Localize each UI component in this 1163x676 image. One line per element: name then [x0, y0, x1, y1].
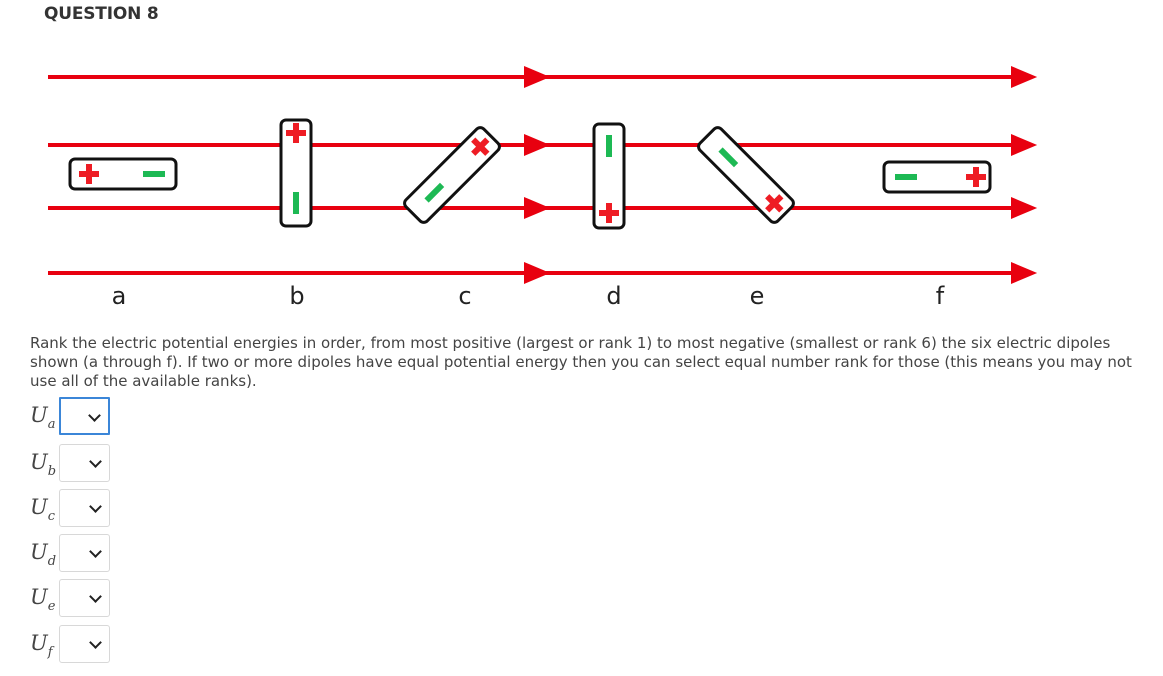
- chevron-down-icon: [89, 500, 102, 513]
- rank-label-e: [30, 585, 55, 614]
- chevron-down-icon: [88, 409, 101, 422]
- dipole-label-d: d: [606, 282, 622, 310]
- energy-subscript: f: [47, 645, 53, 660]
- rank-select-e[interactable]: [59, 579, 110, 617]
- dipole-label-b: b: [289, 282, 305, 310]
- dipole-label-c: c: [458, 282, 472, 310]
- energy-subscript: d: [47, 554, 57, 569]
- energy-symbol: U: [30, 540, 48, 564]
- rank-label-a: [30, 403, 55, 432]
- rank-row-b: [28, 444, 128, 484]
- energy-subscript: a: [47, 417, 56, 432]
- rank-select-f[interactable]: [59, 625, 110, 663]
- energy-subscript: e: [47, 599, 56, 614]
- negative-charge: [143, 171, 165, 177]
- question-title: QUESTION 8: [44, 4, 159, 24]
- field-line: [48, 137, 1032, 153]
- rank-row-d: [28, 534, 128, 574]
- chevron-down-icon: [89, 636, 102, 649]
- dipole-f: [884, 162, 990, 192]
- energy-symbol: U: [30, 450, 48, 474]
- rank-row-a: [28, 397, 128, 437]
- rank-label-d: [30, 540, 56, 569]
- energy-subscript: b: [47, 464, 57, 479]
- rank-label-f: [30, 631, 53, 660]
- energy-symbol: U: [30, 585, 48, 609]
- dipole-a: [70, 159, 176, 189]
- chevron-down-icon: [89, 545, 102, 558]
- dipole-label-e: e: [749, 282, 765, 310]
- field-line: [48, 200, 1032, 216]
- dipole-label-f: f: [935, 282, 945, 310]
- rank-select-b[interactable]: [59, 444, 110, 482]
- chevron-down-icon: [89, 455, 102, 468]
- energy-symbol: U: [30, 403, 48, 427]
- dipole-b: [281, 120, 311, 226]
- rank-select-d[interactable]: [59, 534, 110, 572]
- rank-select-c[interactable]: [59, 489, 110, 527]
- energy-symbol: U: [30, 495, 48, 519]
- negative-charge: [895, 174, 917, 180]
- question-prompt: Rank the electric potential energies in order, from most positive (largest or rank 1) to most negative (smallest or rank 6) the six electric dipoles shown (a through f). If two or more dipoles have equal potential energy then you can select equal number rank for those (this means you may not use all of the available ranks).: [30, 334, 1132, 390]
- negative-charge: [293, 192, 299, 214]
- rank-row-c: [28, 489, 128, 529]
- dipole-field-diagram: [0, 0, 1163, 320]
- rank-label-c: [30, 495, 55, 524]
- energy-symbol: U: [30, 631, 48, 655]
- rank-row-f: [28, 625, 128, 665]
- field-line: [48, 69, 1032, 85]
- field-line: [48, 265, 1032, 281]
- dipole-label-a: a: [111, 282, 127, 310]
- rank-select-a[interactable]: [59, 397, 110, 435]
- dipole-d: [594, 124, 624, 228]
- negative-charge: [606, 135, 612, 157]
- chevron-down-icon: [89, 590, 102, 603]
- rank-label-b: [30, 450, 56, 479]
- rank-row-e: [28, 579, 128, 619]
- energy-subscript: c: [47, 509, 55, 524]
